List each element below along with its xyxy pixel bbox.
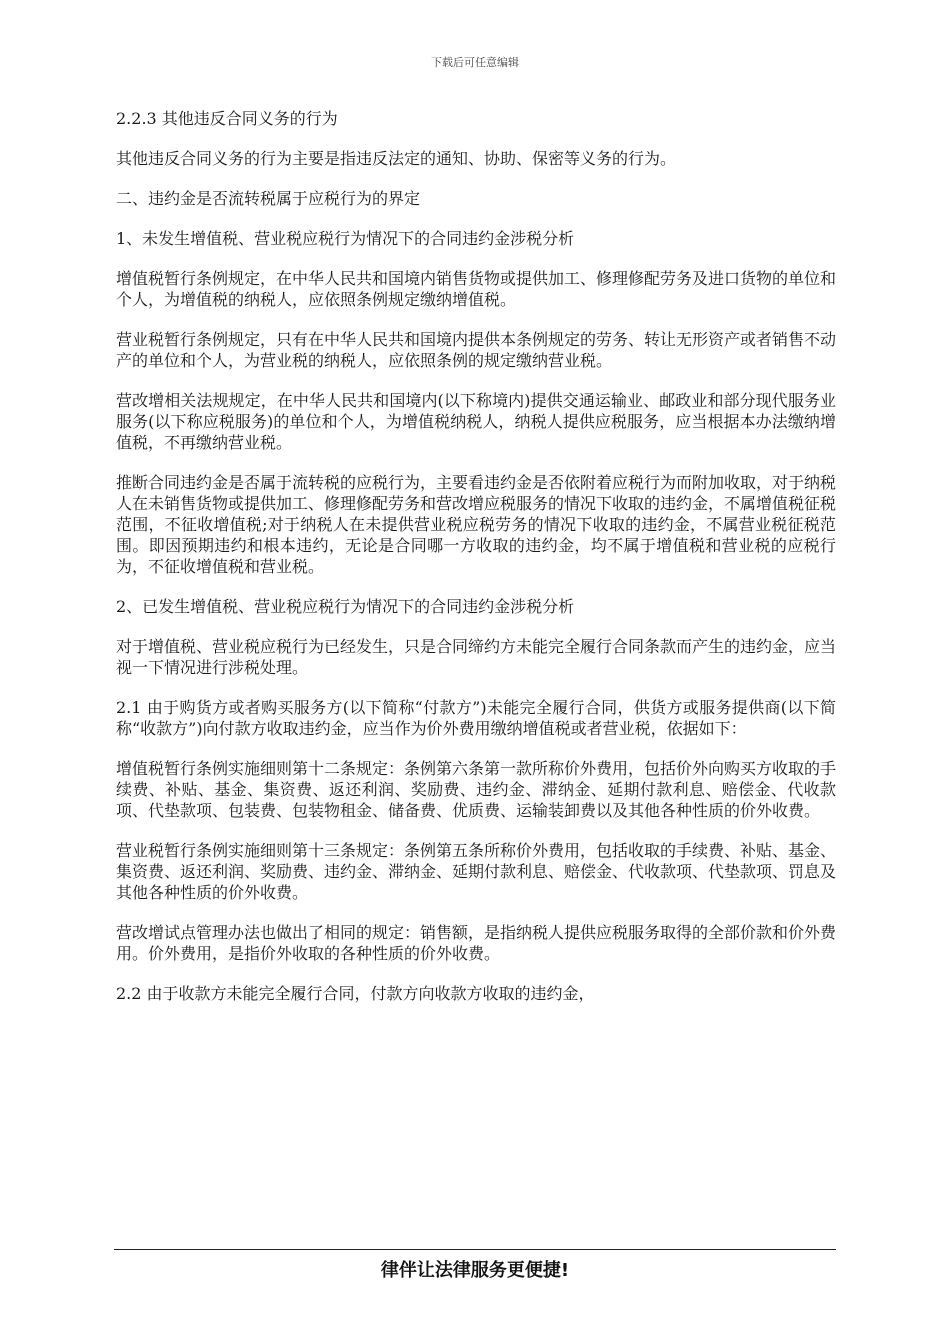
body-paragraph: 2.1 由于购货方或者购买服务方(以下简称“付款方”)未能完全履行合同，供货方或服务提供商(以下简称“收款方”)向付款方收取违约金，应当作为价外费用缴纳增值税或者营业税，依据如下： xyxy=(116,698,836,738)
body-paragraph: 营业税暂行条例实施细则第十三条规定：条例第五条所称价外费用，包括收取的手续费、补贴、基金、集资费、返还利润、奖励费、违约金、滞纳金、延期付款利息、赔偿金、代收款项、代垫款项、罚息及其他各种性质的价外收费。 xyxy=(116,841,837,902)
body-paragraph: 营改增相关法规规定，在中华人民共和国境内(以下称境内)提供交通运输业、邮政业和部分现代服务业服务(以下称应税服务)的单位和个人，为增值税纳税人，纳税人提供应税服务，应当根据本办法缴纳增值税，不再缴纳营业税。 xyxy=(116,391,836,452)
footer-slogan: 律伴让法律服务更便捷! xyxy=(380,1260,570,1281)
document-body xyxy=(116,108,836,1023)
body-paragraph: 2.2 由于收款方未能完全履行合同，付款方向收款方收取的违约金， xyxy=(116,984,595,1003)
page-header-note: 下载后可任意编辑 xyxy=(431,56,519,69)
section-heading-part-2: 二、违约金是否流转税属于应税行为的界定 xyxy=(116,189,421,208)
body-paragraph: 对于增值税、营业税应税行为已经发生，只是合同缔约方未能完全履行合同条款而产生的违约金，应当视一下情况进行涉税处理。 xyxy=(116,637,837,677)
footer-divider xyxy=(114,1249,836,1250)
body-paragraph: 增值税暂行条例实施细则第十二条规定：条例第六条第一款所称价外费用，包括价外向购买方收取的手续费、补贴、基金、集资费、返还利润、奖励费、违约金、滞纳金、延期付款利息、赔偿金、代收款项、代垫款项、包装费、包装物租金、储备费、优质费、运输装卸费以及其他各种性质的价外收费。 xyxy=(116,759,837,820)
body-paragraph: 营改增试点管理办法也做出了相同的规定：销售额，是指纳税人提供应税服务取得的全部价款和价外费用。价外费用，是指价外收取的各种性质的价外收费。 xyxy=(116,923,837,963)
section-heading-2: 2、已发生增值税、营业税应税行为情况下的合同违约金涉税分析 xyxy=(116,597,575,616)
section-heading-1: 1、未发生增值税、营业税应税行为情况下的合同违约金涉税分析 xyxy=(116,229,575,248)
body-paragraph: 增值税暂行条例规定，在中华人民共和国境内销售货物或提供加工、修理修配劳务及进口货物的单位和个人，为增值税的纳税人，应依照条例规定缴纳增值税。 xyxy=(116,269,837,309)
section-heading-2-2-3: 2.2.3 其他违反合同义务的行为 xyxy=(116,109,338,128)
body-paragraph: 营业税暂行条例规定，只有在中华人民共和国境内提供本条例规定的劳务、转让无形资产或者销售不动产的单位和个人，为营业税的纳税人，应依照条例的规定缴纳营业税。 xyxy=(116,330,837,370)
body-paragraph: 推断合同违约金是否属于流转税的应税行为，主要看违约金是否依附着应税行为而附加收取，对于纳税人在未销售货物或提供加工、修理修配劳务和营改增应税服务的情况下收取的违约金，不属增值税征税范围，不征收增值税;对于纳税人在未提供营业税应税劳务的情况下收取的违约金，不属营业税征税范围。即因预期违约和根本违约，无论是合同哪一方收取的违约金，均不属于增值税和营业税的应税行为，不征收增值税和营业税。 xyxy=(116,473,837,576)
body-paragraph: 其他违反合同义务的行为主要是指违反法定的通知、协助、保密等义务的行为。 xyxy=(116,149,677,168)
